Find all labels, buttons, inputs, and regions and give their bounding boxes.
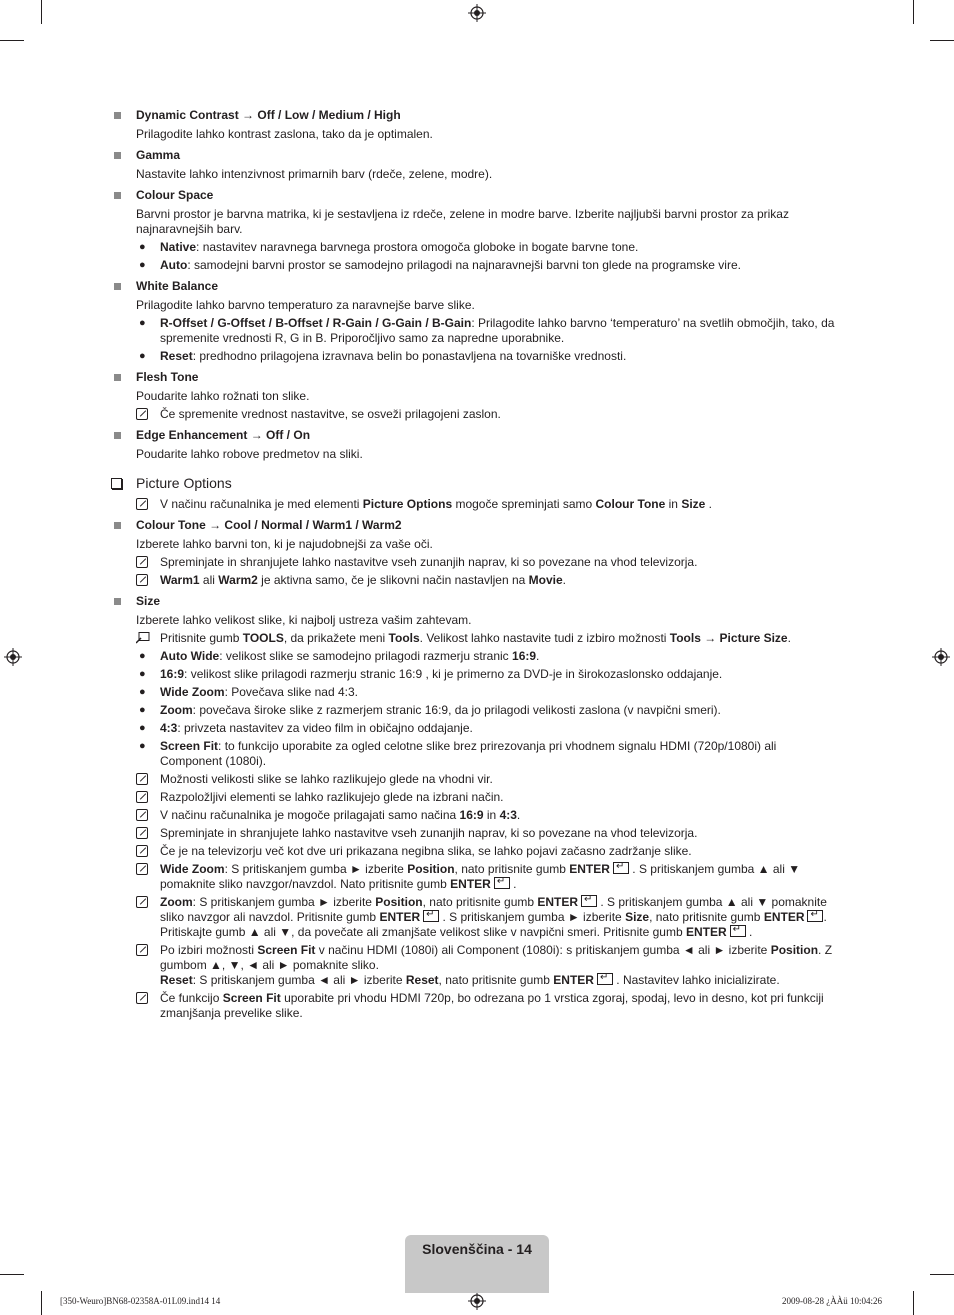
note-bold: Position <box>770 943 819 957</box>
note-text: uporabite pri vhodu HDMI 720p, bo odrezana po 1 vrstica zgoraj, spodaj, levo in desno, kot pri funkciji zmanjšanja prevelike slike. <box>160 991 824 1020</box>
note-bold: Colour Tone <box>595 497 666 511</box>
note-icon <box>136 896 148 908</box>
section-desc: Prilagodite lahko kontrast zaslona, tako da je optimalen. <box>136 127 433 141</box>
note-icon <box>136 944 148 956</box>
slug-right: 2009-08-28 ¿ÀÀü 10:04:26 <box>782 1296 882 1306</box>
section-title: Colour Tone → Cool / Normal / Warm1 / Warm2 <box>136 518 402 532</box>
note-text: : S pritiskanjem gumba ► izberite <box>224 862 408 876</box>
enter-icon <box>613 862 629 874</box>
note <box>136 844 838 859</box>
note-text: . Pritiskajte gumb ▲ ali ▼, da povečate ali zmanjšate velikost slike v navpični smeri. Pritisnite gumb <box>160 910 827 939</box>
note-bold: Wide Zoom <box>160 862 225 876</box>
checkbox-icon <box>111 478 122 489</box>
section-desc: Barvni prostor je barvna matrika, ki je sestavljena iz rdeče, zelene in modre barve. Izberite najljubši barvni prostor za prikaz najnaravnejših barv. <box>136 207 789 236</box>
section-colour-space <box>108 188 838 273</box>
item-text: . <box>536 649 540 663</box>
note-bold: Screen Fit <box>222 991 281 1005</box>
bullet-icon: ● <box>139 241 146 253</box>
note-icon <box>136 992 148 1004</box>
list-item <box>136 685 838 700</box>
note-bold: ENTER <box>553 973 594 987</box>
section-dynamic-contrast <box>108 108 838 142</box>
section-title: Dynamic Contrast → Off / Low / Medium / High <box>136 108 401 122</box>
section-gamma <box>108 148 838 182</box>
section-desc: Izberete lahko velikost slike, ki najbolj ustreza vašim zahtevam. <box>136 613 472 627</box>
registration-mark-icon <box>4 648 22 666</box>
list-item <box>136 721 838 736</box>
list-item <box>136 258 838 273</box>
item-label: Wide Zoom <box>160 685 225 699</box>
enter-icon <box>494 877 510 889</box>
section-title: Flesh Tone <box>136 370 199 384</box>
note-icon <box>136 574 148 586</box>
note-text: Po izbiri možnosti <box>160 943 258 957</box>
note-bold: ENTER <box>763 910 805 924</box>
crop-mark <box>913 0 914 24</box>
item-text: : privzeta nastavitev za video film in običajno oddajanje. <box>177 721 473 735</box>
note-text: . S pritiskanjem gumba ▲ ali ▼ pomaknite sliko navzgor/navzdol. Nato pritisnite gumb <box>160 862 801 891</box>
enter-icon <box>807 910 823 922</box>
note <box>136 808 838 823</box>
item-bold: 16:9 <box>512 649 537 663</box>
item-label: Zoom <box>160 703 193 717</box>
section-desc: Prilagodite lahko barvno temperaturo za naravnejše barve slike. <box>136 298 475 312</box>
crop-mark <box>41 1291 42 1315</box>
note-icon <box>136 809 148 821</box>
note-text: . Nastavitev lahko inicializirate. <box>612 973 780 987</box>
crop-mark <box>0 40 24 41</box>
item-label: R-Offset / G-Offset / B-Offset / R-Gain / G-Gain / B-Gain <box>160 316 472 330</box>
note <box>136 497 838 512</box>
item-text: : Prilagodite lahko barvno ‘temperaturo’ na svetlih območjih, tako, da spremenite vrednosti R, G in B. Priporočljivo samo za napredne uporabnike. <box>160 316 835 345</box>
note-bold: Zoom <box>160 895 193 909</box>
section-white-balance <box>108 279 838 364</box>
item-text: : Povečava slike nad 4:3. <box>224 685 358 699</box>
note-bold: ENTER <box>685 925 727 939</box>
note-text: Spreminjate in shranjujete lahko nastavitve vseh zunanjih naprav, ki so povezane na vhod televizorja. <box>160 826 698 840</box>
note <box>136 555 838 570</box>
bullet-icon: ● <box>139 686 146 698</box>
note-bold: Reset <box>160 973 193 987</box>
item-text: : velikost slike prilagodi razmerju stranic 16:9 , ki je primerno za DVD-je in širokozaslonsko oddajanje. <box>184 667 723 681</box>
section-desc: Nastavite lahko intenzivnost primarnih barv (rdeče, zelene, modre). <box>136 167 493 181</box>
heading-text: Picture Options <box>136 475 232 491</box>
note-icon <box>136 498 148 510</box>
item-text: : povečava široke slike z razmerjem stranic 16:9, da jo prilagodi velikosti zaslona (v navpični smeri). <box>192 703 721 717</box>
note-bold: Position <box>375 895 423 909</box>
note-text: , nato pritisnite gumb <box>438 973 554 987</box>
registration-mark-icon <box>468 1292 486 1310</box>
note-text: , nato pritisnite gumb <box>422 895 538 909</box>
note <box>136 790 838 805</box>
item-text: : samodejni barvni prostor se samodejno prilagodi na najnaravnejši barvni ton glede na programske vire. <box>187 258 741 272</box>
note-bold: ENTER <box>537 895 579 909</box>
enter-icon <box>423 910 439 922</box>
note-text: . Z gumbom ▲, ▼, ◄ ali ► pomaknite sliko. <box>160 943 833 972</box>
list-item <box>136 349 838 364</box>
note-text: Razpoložljivi elementi se lahko razlikujejo glede na izbrani način. <box>160 790 504 804</box>
registration-mark-icon <box>932 648 950 666</box>
note-icon <box>136 773 148 785</box>
tools-note <box>136 631 838 646</box>
bullet-icon: ● <box>139 317 146 329</box>
note-icon <box>136 556 148 568</box>
note <box>136 826 838 841</box>
registration-mark-icon <box>468 4 486 22</box>
note-bold: ENTER <box>569 862 610 876</box>
list-item <box>136 739 838 769</box>
section-flesh-tone <box>108 370 838 422</box>
crop-mark <box>41 0 42 24</box>
note-icon <box>136 408 148 420</box>
section-title: Edge Enhancement → Off / On <box>136 428 311 442</box>
item-text: : velikost slike se samodejno prilagodi razmerju stranic <box>219 649 513 663</box>
note <box>136 772 838 787</box>
note-icon <box>136 827 148 839</box>
item-label: Reset <box>160 349 193 363</box>
item-label: 16:9 <box>160 667 185 681</box>
square-bullet-icon <box>114 522 121 529</box>
item-label: Auto Wide <box>160 649 220 663</box>
note-text: . Velikost lahko nastavite tudi z izbiro možnosti <box>419 631 670 645</box>
item-label: Screen Fit <box>160 739 219 753</box>
section-desc: Poudarite lahko rožnati ton slike. <box>136 389 310 403</box>
note <box>136 862 838 892</box>
note-text: Če je na televizorju več kot dve uri prikazana negibna slika, se lahko pojavi začasno zadržanje slike. <box>160 844 692 858</box>
note-text: , nato pritisnite gumb <box>649 910 764 924</box>
note-bold: Size <box>625 910 650 924</box>
bullet-icon: ● <box>139 650 146 662</box>
note-bold: Size <box>681 497 706 511</box>
section-title: White Balance <box>136 279 219 293</box>
note-text: mogoče spreminjati samo <box>452 497 596 511</box>
list-item <box>136 649 838 664</box>
note-icon <box>136 863 148 875</box>
square-bullet-icon <box>114 112 121 119</box>
note-text: v načinu HDMI (1080i) ali Component (1080i): s pritiskanjem gumba ◄ ali ► izberite <box>315 943 771 957</box>
note-text: : S pritiskanjem gumba ► izberite <box>192 895 376 909</box>
note-text: Spreminjate in shranjujete lahko nastavitve vseh zunanjih naprav, ki so povezane na vhod televizorja. <box>160 555 698 569</box>
note-text: . S pritiskanjem gumba ▲ ali ▼ pomaknite sliko navzgor ali navzdol. Pritisnite gumb <box>160 895 827 924</box>
item-label: Auto <box>160 258 188 272</box>
list-item <box>136 240 838 255</box>
note-text: V načinu računalnika je mogoče prilagajati samo načina <box>160 808 460 822</box>
note-text: . <box>509 877 517 891</box>
note <box>136 991 838 1021</box>
note-bold: ENTER <box>450 877 491 891</box>
note-bold: Screen Fit <box>257 943 316 957</box>
square-bullet-icon <box>114 192 121 199</box>
picture-options-heading <box>108 476 838 491</box>
note-text: in <box>665 497 682 511</box>
note-text: . <box>562 573 567 587</box>
note-icon <box>136 845 148 857</box>
bullet-icon: ● <box>139 740 146 752</box>
section-colour-tone <box>108 518 838 588</box>
bullet-icon: ● <box>139 722 146 734</box>
crop-mark <box>930 1274 954 1275</box>
item-label: Native <box>160 240 197 254</box>
section-title: Size <box>136 594 161 608</box>
list-item <box>136 316 838 346</box>
picture-options-note <box>108 497 838 512</box>
item-text: : nastavitev naravnega barvnega prostora omogoča globoke in bogate barvne tone. <box>196 240 639 254</box>
note-text: , da prikažete meni <box>283 631 389 645</box>
note-text: . S pritiskanjem gumba ► izberite <box>439 910 626 924</box>
note <box>136 407 838 422</box>
note-bold: 4:3 <box>499 808 517 822</box>
note-text: . <box>516 808 521 822</box>
note-bold: Reset <box>405 973 439 987</box>
note-text: je aktivna samo, če je slikovni način nastavljen na <box>257 573 529 587</box>
square-bullet-icon <box>114 283 121 290</box>
section-edge-enhancement <box>108 428 838 462</box>
slug-left: [350-Weuro]BN68-02358A-01L09.ind14 14 <box>60 1296 221 1306</box>
item-text: : to funkcijo uporabite za ogled celotne slike brez prirezovanja pri vhodnem signalu HDMI (720p/1080i) ali Component (1080i). <box>160 739 777 768</box>
bullet-icon: ● <box>139 704 146 716</box>
section-title: Gamma <box>136 148 181 162</box>
note-text: ali <box>199 573 219 587</box>
note-text: . <box>745 925 753 939</box>
section-size <box>108 594 838 1021</box>
note-bold: ENTER <box>379 910 421 924</box>
page-number: Slovenščina - 14 <box>422 1241 532 1257</box>
page-content <box>108 108 838 1027</box>
list-item <box>136 667 838 682</box>
tools-icon <box>136 632 150 644</box>
note <box>136 943 838 988</box>
enter-icon <box>581 895 597 907</box>
note-text: . <box>787 631 791 645</box>
bullet-icon: ● <box>139 668 146 680</box>
note-text: Možnosti velikosti slike se lahko razlikujejo glede na vhodni vir. <box>160 772 493 786</box>
note-text: , nato pritisnite gumb <box>454 862 570 876</box>
note-icon <box>136 791 148 803</box>
note-bold: Tools <box>388 631 420 645</box>
note-bold: Movie <box>528 573 563 587</box>
section-title: Colour Space <box>136 188 214 202</box>
note-text: V načinu računalnika je med elementi <box>160 497 363 511</box>
section-desc: Poudarite lahko robove predmetov na sliki. <box>136 447 363 461</box>
note-text: in <box>483 808 500 822</box>
item-text: : predhodno prilagojena izravnava belin bo ponastavljena na tovarniške vrednosti. <box>192 349 627 363</box>
note-text: Pritisnite gumb <box>160 631 243 645</box>
crop-mark <box>930 40 954 41</box>
note <box>136 573 838 588</box>
note-text: : S pritiskanjem gumba ◄ ali ► izberite <box>192 973 406 987</box>
note-text: Če funkcijo <box>160 991 223 1005</box>
note-bold: Tools → Picture Size <box>669 631 788 645</box>
crop-mark <box>0 1274 24 1275</box>
square-bullet-icon <box>114 152 121 159</box>
note-bold: Warm1 <box>160 573 200 587</box>
item-label: 4:3 <box>160 721 178 735</box>
square-bullet-icon <box>114 432 121 439</box>
square-bullet-icon <box>114 374 121 381</box>
note-bold: Picture Options <box>362 497 453 511</box>
section-desc: Izberete lahko barvni ton, ki je najudobnejši za vaše oči. <box>136 537 433 551</box>
note-text: . <box>705 497 712 511</box>
note <box>136 895 838 940</box>
enter-icon <box>730 925 746 937</box>
list-item <box>136 703 838 718</box>
note-bold: TOOLS <box>242 631 284 645</box>
enter-icon <box>597 973 613 985</box>
note-bold: Warm2 <box>218 573 258 587</box>
note-bold: 16:9 <box>459 808 484 822</box>
crop-mark <box>913 1291 914 1315</box>
note-text: Če spremenite vrednost nastavitve, se osveži prilagojeni zaslon. <box>160 407 501 421</box>
bullet-icon: ● <box>139 259 146 271</box>
bullet-icon: ● <box>139 350 146 362</box>
square-bullet-icon <box>114 598 121 605</box>
note-bold: Position <box>407 862 455 876</box>
